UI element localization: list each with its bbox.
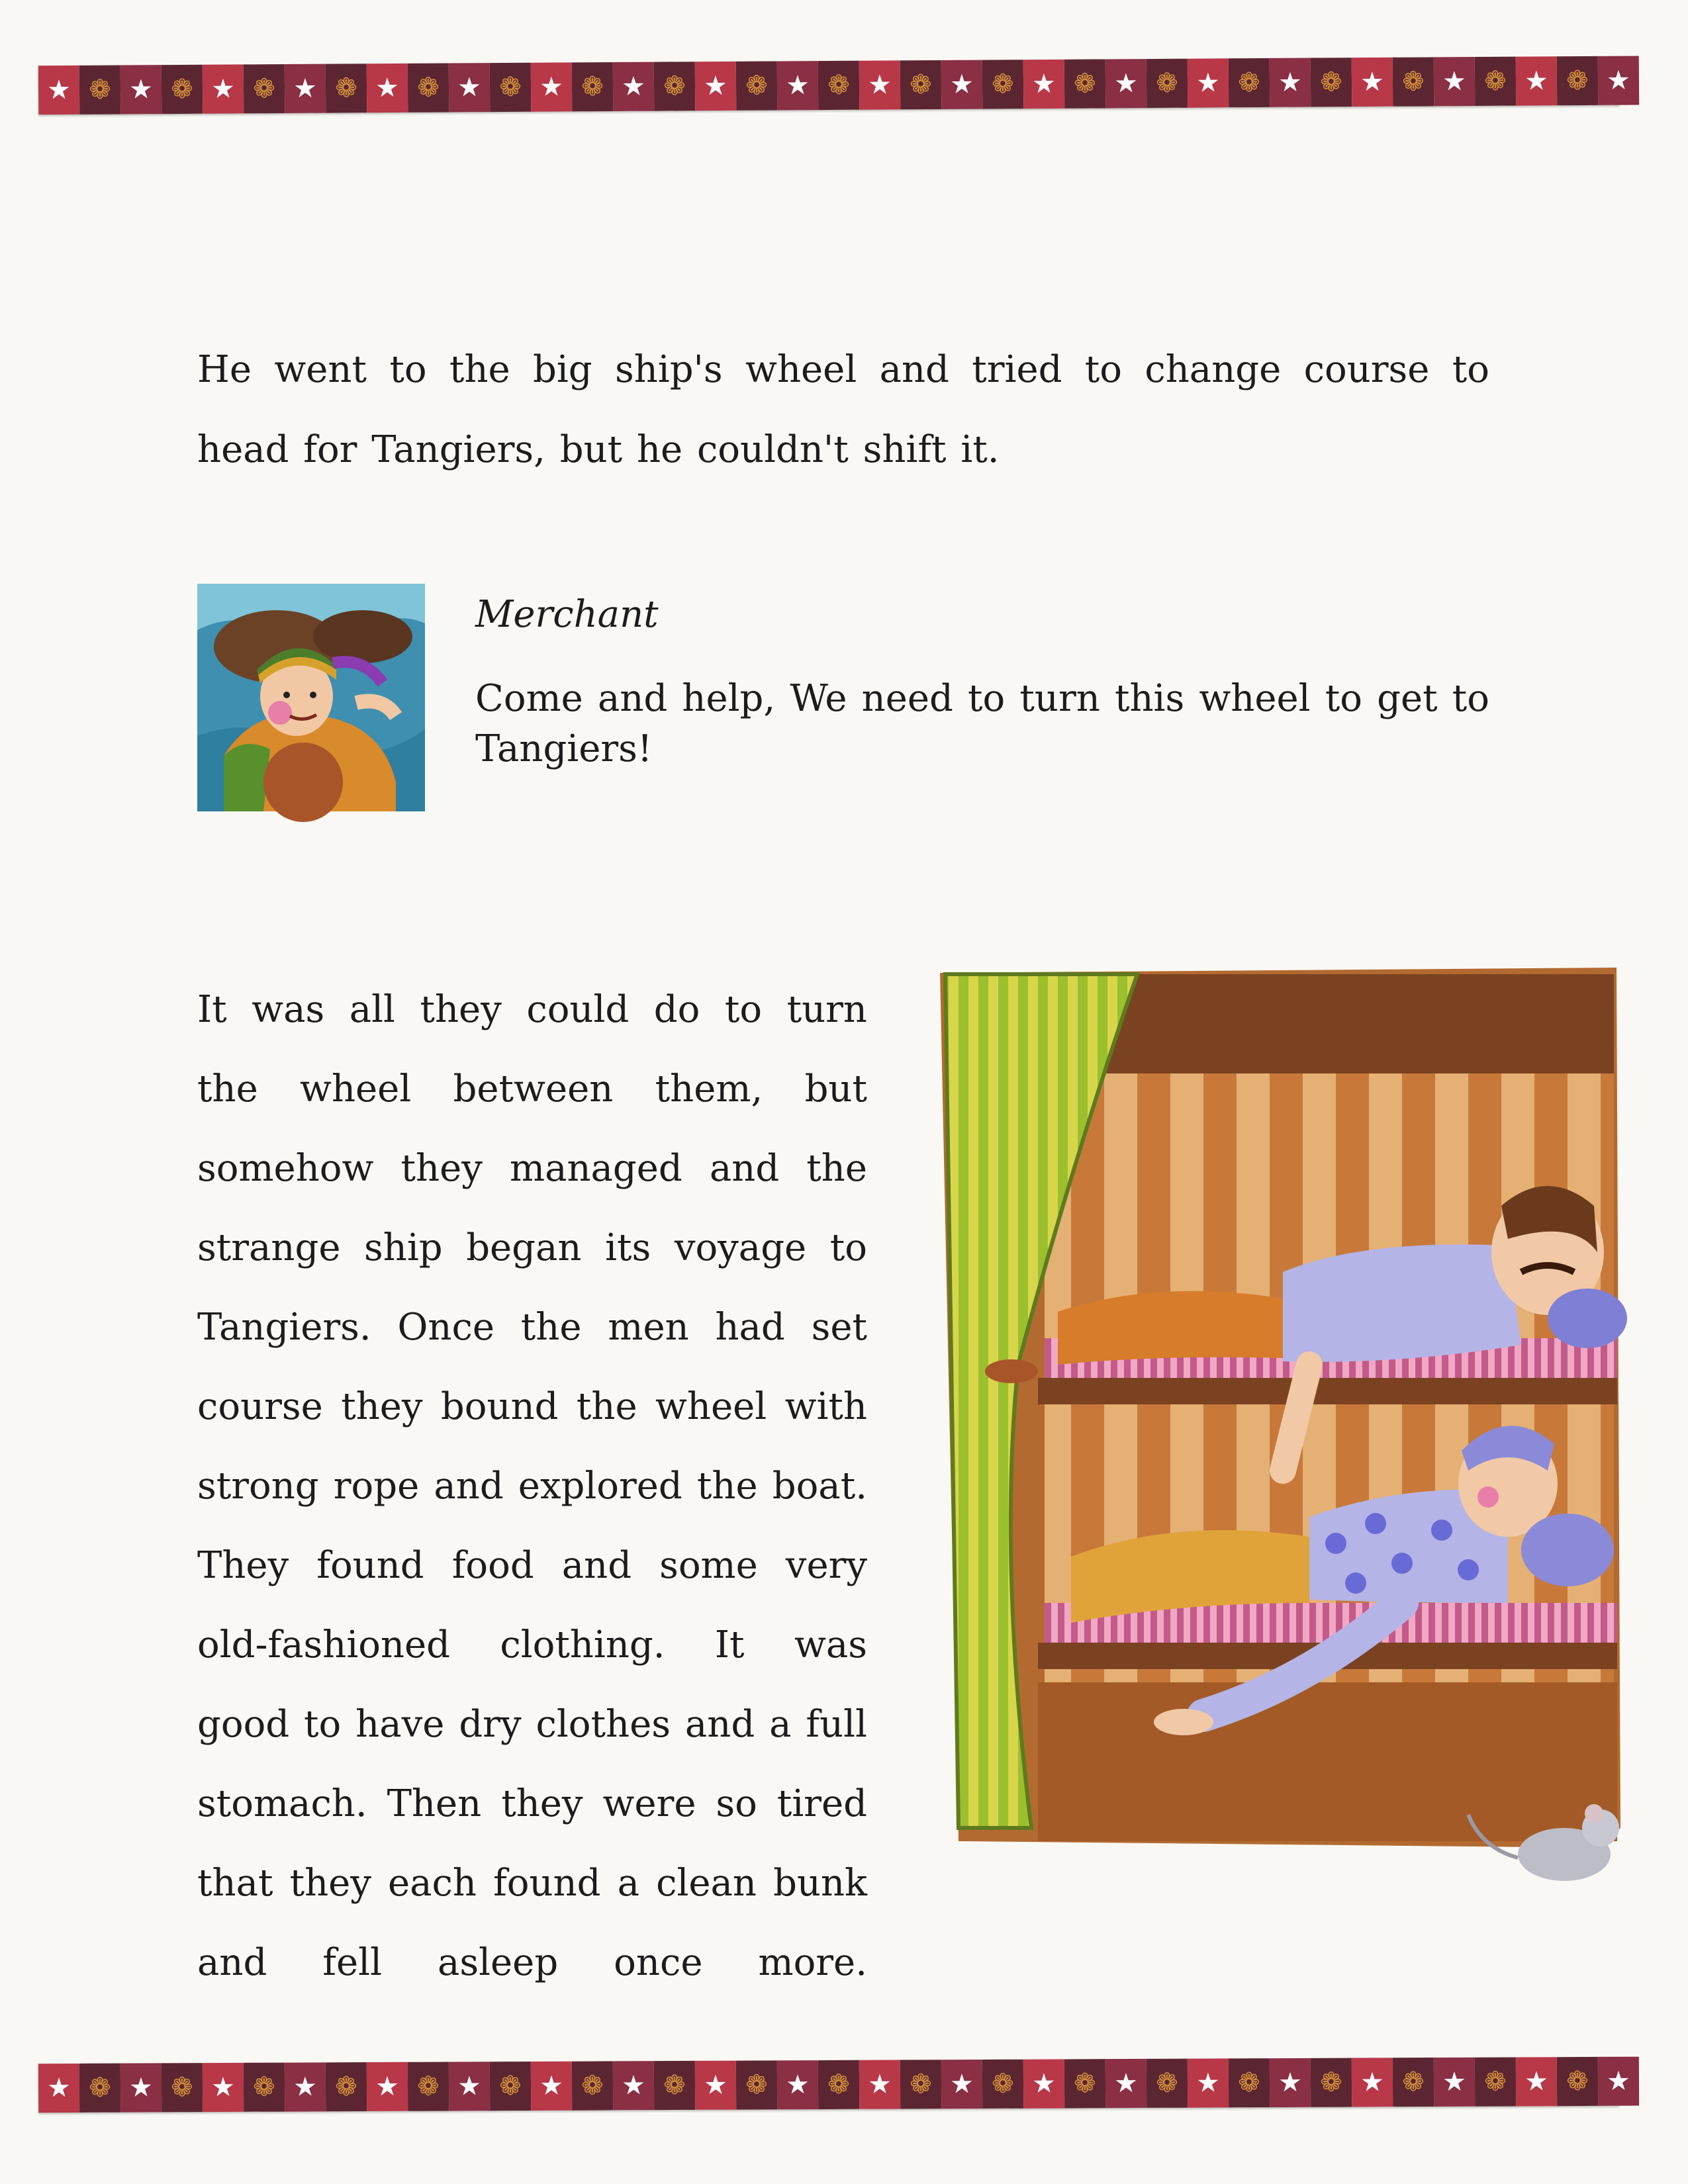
star-icon: ★ bbox=[1516, 56, 1557, 105]
star-icon: ★ bbox=[695, 62, 736, 111]
star-icon: ★ bbox=[1352, 2058, 1393, 2107]
star-icon: ★ bbox=[120, 65, 162, 114]
flower-icon: ❁ bbox=[162, 65, 203, 114]
star-icon: ★ bbox=[531, 62, 572, 111]
star-icon: ★ bbox=[613, 62, 654, 111]
star-icon: ★ bbox=[1352, 58, 1393, 107]
flower-icon: ❁ bbox=[572, 62, 613, 111]
flower-icon: ❁ bbox=[1311, 58, 1352, 107]
flower-icon: ❁ bbox=[572, 2061, 613, 2110]
flower-icon: ❁ bbox=[326, 64, 367, 113]
flower-icon: ❁ bbox=[654, 2061, 695, 2110]
star-icon: ★ bbox=[1188, 2058, 1229, 2107]
star-icon: ★ bbox=[367, 64, 408, 113]
star-icon: ★ bbox=[1434, 57, 1475, 106]
flower-icon: ❁ bbox=[408, 64, 449, 113]
star-icon: ★ bbox=[1270, 2058, 1311, 2107]
flower-icon: ❁ bbox=[1064, 2059, 1105, 2108]
star-icon: ★ bbox=[449, 63, 490, 112]
star-icon: ★ bbox=[1270, 58, 1311, 107]
flower-icon: ❁ bbox=[1064, 59, 1105, 108]
story-paragraph-1: He went to the big ship's wheel and tried to change course to head for Tangiers, but he couldn't shift it. bbox=[197, 348, 1489, 471]
star-icon: ★ bbox=[1188, 58, 1229, 107]
bottom-decorative-border bbox=[38, 2057, 1631, 2113]
flower-icon: ❁ bbox=[244, 2063, 285, 2112]
star-icon: ★ bbox=[1516, 2057, 1557, 2106]
star-icon: ★ bbox=[859, 60, 900, 109]
star-icon: ★ bbox=[1023, 60, 1064, 109]
flower-icon: ❁ bbox=[654, 62, 695, 111]
merchant-avatar bbox=[197, 584, 425, 811]
star-icon: ★ bbox=[941, 2060, 982, 2109]
star-icon: ★ bbox=[777, 2060, 818, 2109]
speaker-name: Merchant bbox=[475, 593, 659, 636]
star-icon: ★ bbox=[1598, 56, 1639, 105]
flower-icon: ❁ bbox=[326, 2062, 367, 2111]
star-icon: ★ bbox=[285, 64, 326, 113]
flower-icon: ❁ bbox=[1229, 2058, 1270, 2107]
dialogue-line: Come and help, We need to turn this wheel to get to Tangiers! bbox=[475, 677, 1489, 770]
star-icon: ★ bbox=[38, 2064, 79, 2113]
flower-icon: ❁ bbox=[818, 2060, 859, 2109]
flower-icon: ❁ bbox=[1475, 2057, 1516, 2106]
flower-icon: ❁ bbox=[244, 64, 285, 113]
story-paragraph-2: It was all they could do to turn the wheel between them, but somehow they managed and the strange ship began its voyage to Tangiers. Once the men had set course they bound the wheel with strong rope and explored the boat. They found food and some very old-fashioned clothing. It was good to have dry clothes and a full stomach. Then they were so tired that they each found a clean bunk and fell asleep once more. bbox=[197, 988, 867, 1984]
star-icon: ★ bbox=[1105, 2059, 1147, 2108]
star-icon: ★ bbox=[120, 2063, 162, 2112]
star-icon: ★ bbox=[1598, 2057, 1639, 2106]
flower-icon: ❁ bbox=[818, 61, 859, 110]
flower-icon: ❁ bbox=[1311, 2058, 1352, 2107]
flower-icon: ❁ bbox=[162, 2063, 203, 2112]
flower-icon: ❁ bbox=[1557, 56, 1598, 105]
star-icon: ★ bbox=[449, 2062, 490, 2111]
flower-icon: ❁ bbox=[736, 2060, 777, 2109]
star-icon: ★ bbox=[285, 2062, 326, 2111]
flower-icon: ❁ bbox=[1475, 57, 1516, 106]
star-icon: ★ bbox=[38, 66, 79, 114]
flower-icon: ❁ bbox=[79, 2064, 120, 2113]
star-icon: ★ bbox=[859, 2060, 900, 2109]
star-icon: ★ bbox=[1023, 2059, 1064, 2108]
star-icon: ★ bbox=[531, 2062, 572, 2111]
flower-icon: ❁ bbox=[900, 2060, 941, 2109]
star-icon: ★ bbox=[1105, 59, 1147, 108]
flower-icon: ❁ bbox=[900, 60, 941, 109]
flower-icon: ❁ bbox=[490, 2062, 531, 2111]
flower-icon: ❁ bbox=[982, 60, 1023, 109]
star-icon: ★ bbox=[613, 2061, 654, 2110]
star-icon: ★ bbox=[941, 60, 982, 109]
flower-icon: ❁ bbox=[490, 63, 531, 112]
flower-icon: ❁ bbox=[1147, 2059, 1188, 2108]
top-decorative-border bbox=[38, 56, 1631, 115]
flower-icon: ❁ bbox=[1393, 2058, 1434, 2107]
flower-icon: ❁ bbox=[1147, 59, 1188, 108]
star-icon: ★ bbox=[695, 2061, 736, 2110]
star-icon: ★ bbox=[367, 2062, 408, 2111]
star-icon: ★ bbox=[777, 61, 818, 110]
star-icon: ★ bbox=[203, 64, 244, 113]
star-icon: ★ bbox=[1434, 2058, 1475, 2107]
flower-icon: ❁ bbox=[408, 2062, 449, 2111]
bunk-illustration bbox=[939, 968, 1624, 1917]
star-icon: ★ bbox=[203, 2063, 244, 2112]
flower-icon: ❁ bbox=[1229, 58, 1270, 107]
flower-icon: ❁ bbox=[79, 66, 120, 114]
flower-icon: ❁ bbox=[1557, 2057, 1598, 2106]
flower-icon: ❁ bbox=[736, 61, 777, 110]
flower-icon: ❁ bbox=[982, 2060, 1023, 2109]
flower-icon: ❁ bbox=[1393, 57, 1434, 106]
